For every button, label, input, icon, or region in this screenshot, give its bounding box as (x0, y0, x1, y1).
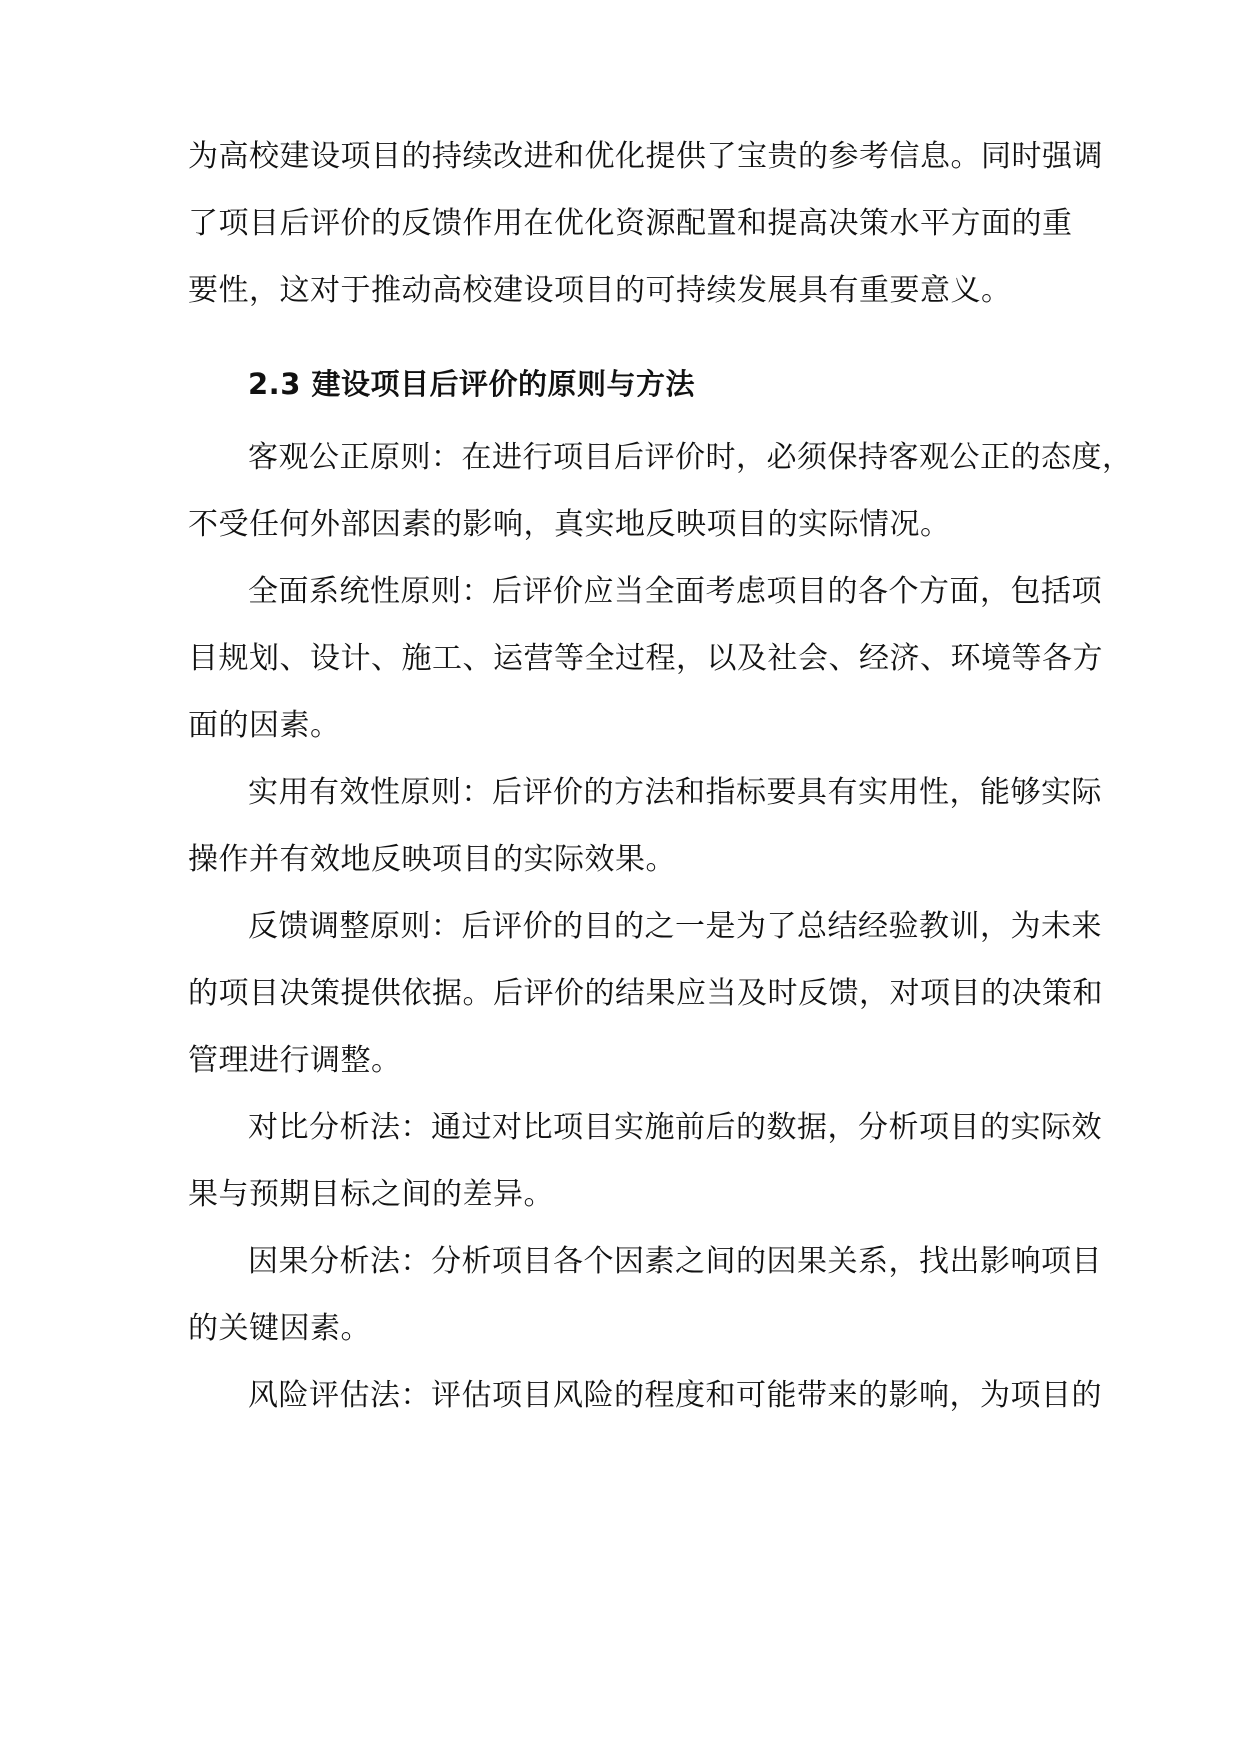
intro-line-2: 了项目后评价的反馈作用在优化资源配置和提高决策水平方面的重 (188, 206, 1073, 241)
paragraph-causal-line-1: 因果分析法：分析项目各个因素之间的因果关系，找出影响项目 (248, 1244, 1102, 1279)
intro-line-1: 为高校建设项目的持续改进和优化提供了宝贵的参考信息。同时强调 (188, 139, 1103, 174)
paragraph-comprehensive-line-3: 面的因素。 (188, 708, 341, 743)
paragraph-objective-line-2: 不受任何外部因素的影响，真实地反映项目的实际情况。 (188, 507, 951, 542)
paragraph-causal-line-2: 的关键因素。 (188, 1311, 371, 1346)
paragraph-feedback-line-3: 管理进行调整。 (188, 1043, 402, 1078)
paragraph-risk-line-1: 风险评估法：评估项目风险的程度和可能带来的影响，为项目的 (248, 1378, 1102, 1413)
paragraph-comparison-line-2: 果与预期目标之间的差异。 (188, 1177, 554, 1212)
paragraph-practical-line-1: 实用有效性原则：后评价的方法和指标要具有实用性，能够实际 (248, 775, 1102, 810)
section-heading: 2.3 建设项目后评价的原则与方法 (248, 367, 695, 401)
paragraph-feedback-line-1: 反馈调整原则：后评价的目的之一是为了总结经验教训，为未来 (248, 909, 1102, 944)
paragraph-practical-line-2: 操作并有效地反映项目的实际效果。 (188, 842, 676, 877)
intro-line-3: 要性，这对于推动高校建设项目的可持续发展具有重要意义。 (188, 273, 1012, 308)
paragraph-feedback-line-2: 的项目决策提供依据。后评价的结果应当及时反馈，对项目的决策和 (188, 976, 1103, 1011)
paragraph-comprehensive-line-1: 全面系统性原则：后评价应当全面考虑项目的各个方面，包括项 (248, 574, 1102, 609)
paragraph-comprehensive-line-2: 目规划、设计、施工、运营等全过程，以及社会、经济、环境等各方 (188, 641, 1103, 676)
paragraph-objective-line-1: 客观公正原则：在进行项目后评价时，必须保持客观公正的态度， (248, 440, 1133, 475)
paragraph-comparison-line-1: 对比分析法：通过对比项目实施前后的数据，分析项目的实际效 (248, 1110, 1102, 1145)
